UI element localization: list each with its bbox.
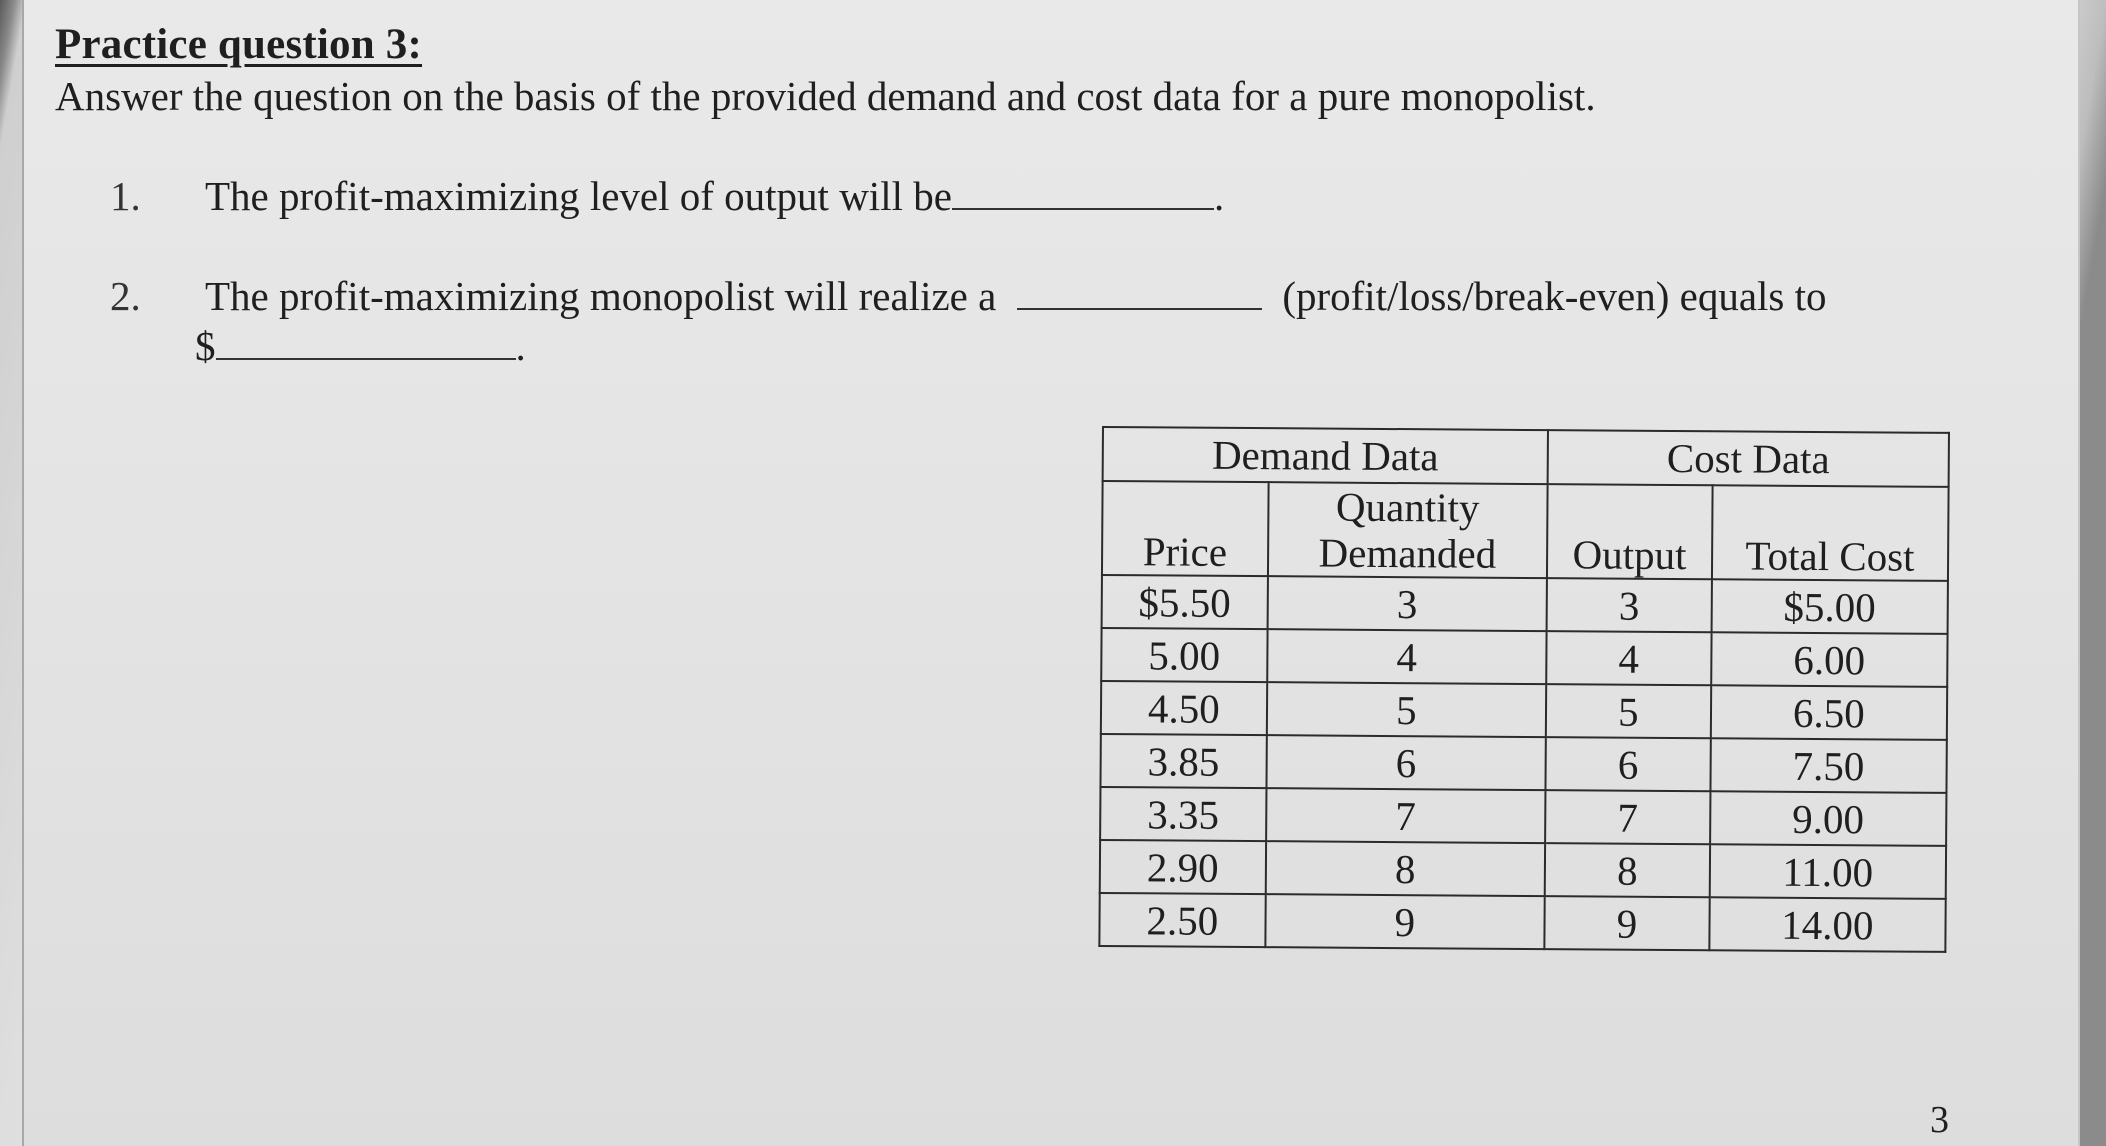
price-cell: $5.50 — [1102, 575, 1268, 629]
question-2-amount-blank[interactable] — [216, 328, 516, 360]
quantity-cell: 4 — [1267, 629, 1547, 684]
total-cost-cell: 6.50 — [1711, 685, 1948, 740]
price-cell: 4.50 — [1101, 681, 1267, 735]
total-cost-cell: 9.00 — [1710, 791, 1947, 846]
output-cell: 9 — [1544, 896, 1709, 950]
group-header-row — [1103, 427, 1949, 487]
quantity-header-line-2: Demanded — [1318, 529, 1497, 577]
question-2-amount-line — [195, 322, 526, 370]
price-column-header: Price — [1102, 481, 1268, 576]
quantity-header-line-1: Quantity — [1335, 483, 1480, 531]
question-1-text-wrap — [205, 172, 1224, 220]
question-2-text-wrap — [205, 272, 1827, 320]
page-number: 3 — [1930, 1099, 1949, 1141]
question-2-suffix: . — [515, 323, 526, 369]
question-2-type-blank[interactable] — [1017, 278, 1262, 310]
table-row — [1100, 734, 1946, 793]
table-row — [1102, 575, 1948, 634]
question-1-suffix: . — [1213, 173, 1225, 219]
table-row — [1100, 840, 1946, 899]
total-cost-cell: $5.00 — [1711, 579, 1948, 634]
output-cell: 8 — [1545, 843, 1710, 897]
table-row — [1101, 681, 1947, 740]
output-column-header: Output — [1547, 484, 1712, 579]
output-cell: 3 — [1547, 578, 1712, 632]
quantity-cell: 5 — [1266, 682, 1546, 737]
output-cell: 7 — [1545, 790, 1710, 844]
total-cost-cell: 6.00 — [1711, 632, 1948, 687]
output-cell: 4 — [1546, 631, 1711, 685]
total-cost-cell: 7.50 — [1710, 738, 1947, 793]
price-cell: 5.00 — [1101, 628, 1267, 682]
price-cell: 2.90 — [1100, 840, 1266, 894]
demand-data-header: Demand Data — [1103, 427, 1548, 484]
cost-data-header: Cost Data — [1548, 430, 1949, 487]
table-row — [1099, 893, 1945, 952]
output-cell: 6 — [1546, 737, 1711, 791]
column-header-row — [1102, 481, 1949, 581]
quantity-demanded-column-header — [1268, 482, 1548, 578]
intro-text: Answer the question on the basis of the provided demand and cost data for a pure monopolist. — [55, 73, 1596, 119]
total-cost-cell: 14.00 — [1709, 897, 1946, 952]
quantity-cell: 7 — [1266, 788, 1546, 843]
question-2-text: The profit-maximizing monopolist will realize a — [205, 273, 997, 319]
table-row — [1100, 787, 1946, 846]
question-2-number: 2. — [110, 273, 141, 319]
total-cost-column-header: Total Cost — [1712, 485, 1949, 581]
question-2-middle-text: (profit/loss/break-even) equals to — [1282, 273, 1827, 319]
table-row — [1101, 628, 1947, 687]
demand-cost-table — [1098, 426, 1950, 953]
output-cell: 5 — [1546, 684, 1711, 738]
quantity-cell: 8 — [1265, 841, 1545, 896]
quantity-cell: 6 — [1266, 735, 1546, 790]
quantity-cell: 9 — [1265, 894, 1545, 949]
question-1-number: 1. — [110, 173, 141, 219]
page-title: Practice question 3: — [55, 21, 423, 68]
question-1-text: The profit-maximizing level of output will be — [205, 173, 952, 219]
price-cell: 3.35 — [1100, 787, 1266, 841]
currency-symbol: $ — [195, 323, 216, 369]
total-cost-cell: 11.00 — [1709, 844, 1946, 899]
price-cell: 3.85 — [1100, 734, 1266, 788]
quantity-cell: 3 — [1267, 576, 1547, 631]
question-1-answer-blank[interactable] — [952, 178, 1214, 210]
price-cell: 2.50 — [1099, 893, 1265, 947]
